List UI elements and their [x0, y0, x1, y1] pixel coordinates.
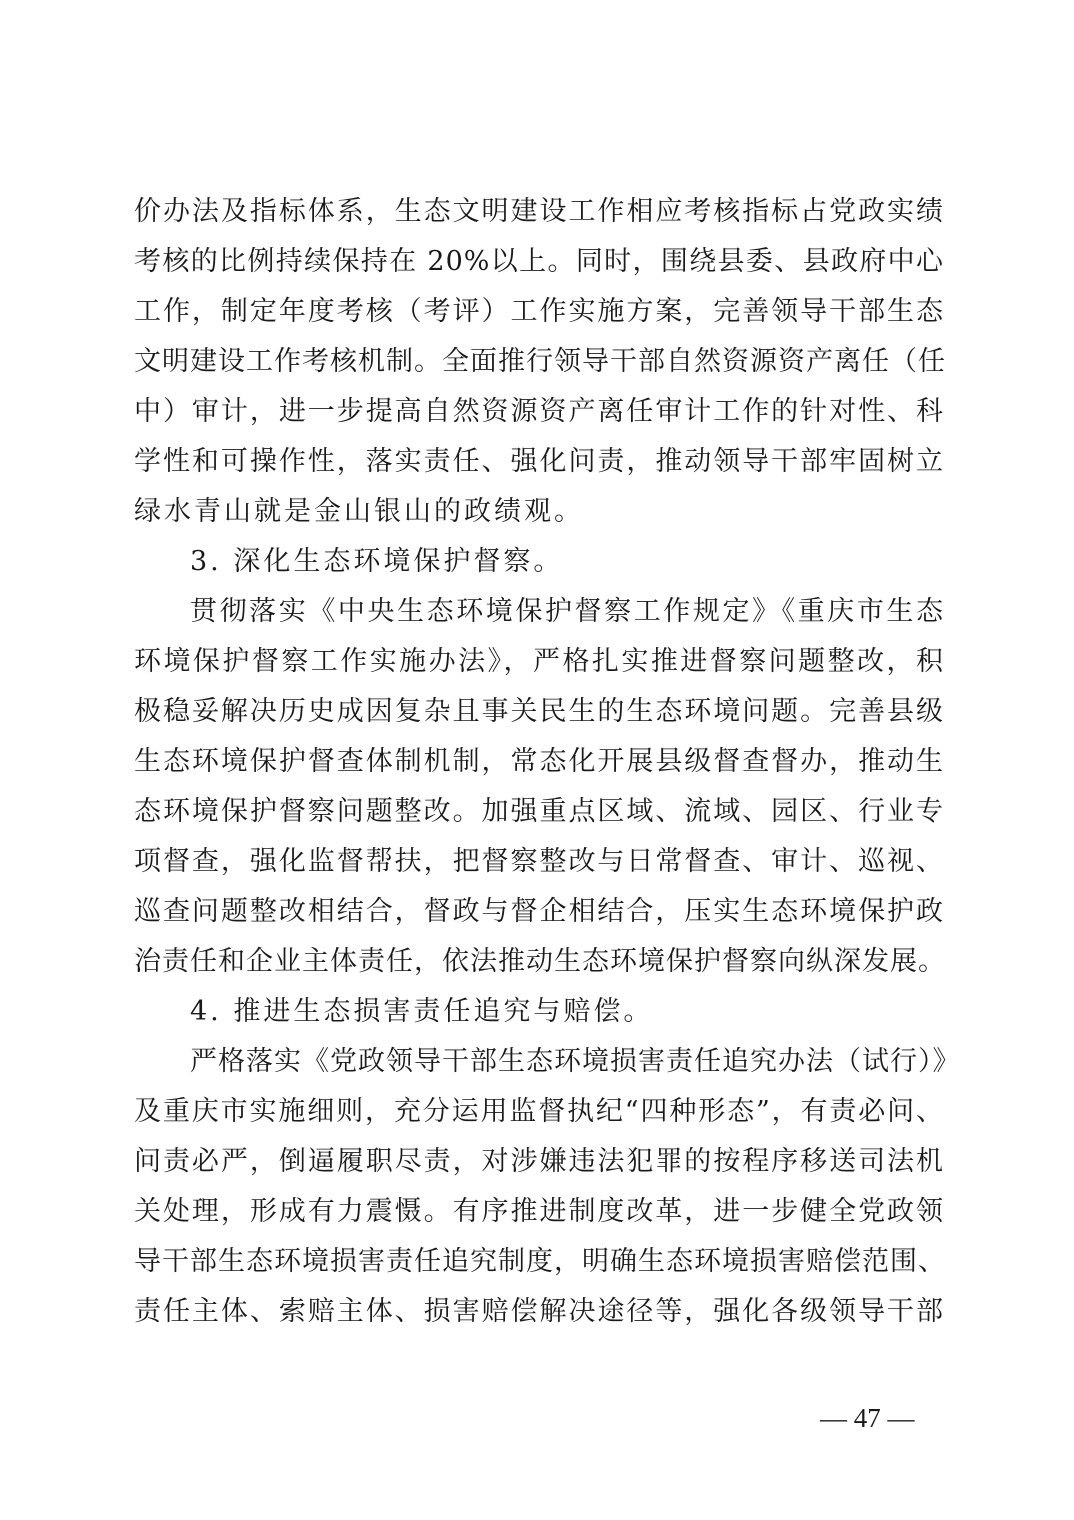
page-body	[134, 187, 961, 1337]
section-heading: 3. 深化生态环境保护督察。	[190, 546, 564, 577]
section-heading: 4. 推进生态损害责任追究与赔偿。	[190, 996, 654, 1027]
text-line: 极稳妥解决历史成因复杂且事关民生的生态环境问题。完善县级	[134, 696, 944, 727]
text-line: 导干部生态环境损害责任追究制度，明确生态环境损害赔偿范围、	[134, 1246, 946, 1277]
text-line: 问责必严，倒逼履职尽责，对涉嫌违法犯罪的按程序移送司法机	[134, 1146, 944, 1177]
text-line: 关处理，形成有力震慑。有序推进制度改革，进一步健全党政领	[134, 1196, 944, 1227]
text-line: 巡查问题整改相结合，督政与督企相结合，压实生态环境保护政	[134, 896, 944, 927]
text-line: 文明建设工作考核机制。全面推行领导干部自然资源资产离任（任	[134, 346, 946, 377]
text-line: 生态环境保护督查体制机制，常态化开展县级督查督办，推动生	[134, 746, 944, 777]
text-line: 及重庆市实施细则，充分运用监督执纪“四种形态”，有责必问、	[134, 1096, 944, 1127]
text-line: 贯彻落实《中央生态环境保护督察工作规定》《重庆市生态	[190, 596, 944, 627]
text-line: 项督查，强化监督帮扶，把督察整改与日常督查、审计、巡视、	[134, 846, 944, 877]
text-line: 责任主体、索赔主体、损害赔偿解决途径等，强化各级领导干部	[134, 1296, 944, 1327]
text-line: 严格落实《党政领导干部生态环境损害责任追究办法（试行）》	[190, 1046, 961, 1077]
text-line: 考核的比例持续保持在 20%以上。同时，围绕县委、县政府中心	[134, 246, 944, 277]
text-line: 价办法及指标体系，生态文明建设工作相应考核指标占党政实绩	[134, 196, 944, 227]
text-line: 治责任和企业主体责任，依法推动生态环境保护督察向纵深发展。	[134, 946, 946, 977]
text-line: 中）审计，进一步提高自然资源资产离任审计工作的针对性、科	[134, 396, 944, 427]
page-number: — 47 —	[820, 1403, 915, 1433]
text-line: 态环境保护督察问题整改。加强重点区域、流域、园区、行业专	[134, 796, 944, 827]
text-line: 绿水青山就是金山银山的政绩观。	[134, 496, 584, 527]
text-line: 学性和可操作性，落实责任、强化问责，推动领导干部牢固树立	[134, 446, 944, 477]
text-line: 环境保护督察工作实施办法》，严格扎实推进督察问题整改，积	[134, 646, 944, 677]
text-line: 工作，制定年度考核（考评）工作实施方案，完善领导干部生态	[134, 296, 944, 327]
